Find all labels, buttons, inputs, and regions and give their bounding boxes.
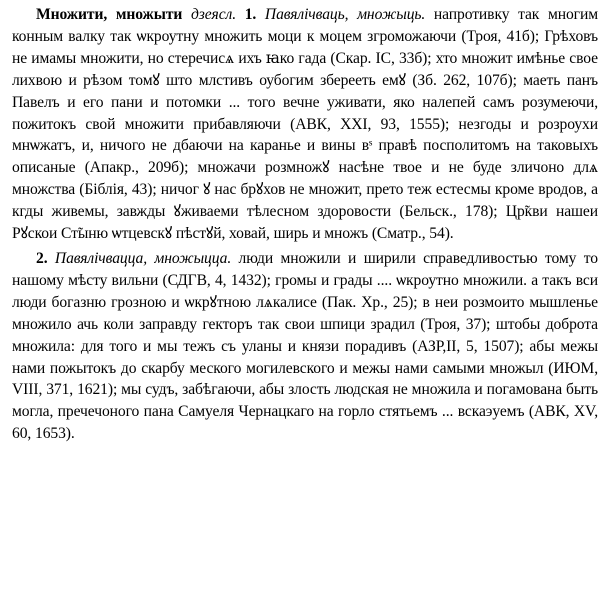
sense-2-number: 2. xyxy=(36,249,48,267)
sense-1-citations: напротивку так многим конным валку так ѡкроутну множить моци к моцем згроможаючи (Троя, 41б); Грѣховъ не имамы множити, но стеречисѧ ихъ ꙗко гада (Скар. ІС, 33б); хто множит имѣнье свое лихвою и рѣзом томꙋ што млстивъ оубогим зберееть емꙋ (Зб. 262, 107б); маеть панъ Павелъ и его пани и потомки ... того вечне уживати, яко налепей самъ розумеючи, пожитокъ свой множити прибавляючи (АВК, XXI, 93, 1555); незгоды и розроухи мнѡжатъ, и, ничого не дбаючи на каранье и вины вˢ правѣ посполитомъ на таковыхъ описаные (Апакр., 209б); множачи розмножꙋ насѣне твое и не буде зличоно длѧ множства (Біблія, 43); ничог ꙋ нас брꙋхов не множит, прето теж естесмы кроме вродов, а кгды живемы, завжды ꙋживаеми тѣлесном здоровости (Бельск., 178); Цр̃кви нашеи Рꙋскои Ст̃ыню ѡтцевскꙋ пѣстꙋй, ховай, ширь и множъ (Сматр., 54). xyxy=(12,6,598,243)
sense-1-paragraph xyxy=(12,4,598,245)
part-of-speech: дзеясл. xyxy=(190,6,237,23)
sense-1-gloss: Павялічваць, множыць. xyxy=(264,6,426,23)
sense-2-paragraph xyxy=(12,248,598,445)
sense-1-number: 1. xyxy=(244,6,257,23)
sense-2-citations: люди множили и ширили справедливостью тому то нашому мѣсту вильни (СДГВ, 4, 1432); громы и грады .... ѡкроутно множили. а такъ вси люди богазню грозною и ѡкрꙋтною лѧкалисе (Пак. Хр., 25); в неи розмоито мышленье множило ачь коли заправду гекторъ так свои шпици зрадил (Троя, 37); штобы доброта множила: для того и мы тежъ съ уланы и князи порадивъ (АЗР,II, 5, 1507); абы межы нами пожытокъ до скарбу меского могилевского и межы нами самыми множыл (ИЮМ, VIII, 371, 1621); мы судъ, забѣгаючи, абы злость людская не множила и погамована быть могла, пречечоного пана Самуеля Чернацкаго на горло стятьемъ ... вскаэуемъ (АВК, XV, 60, 1653). xyxy=(12,249,598,443)
headword: Множити, множыти xyxy=(36,6,183,23)
sense-2-gloss: Павялічвацца, множыцца. xyxy=(54,249,232,267)
